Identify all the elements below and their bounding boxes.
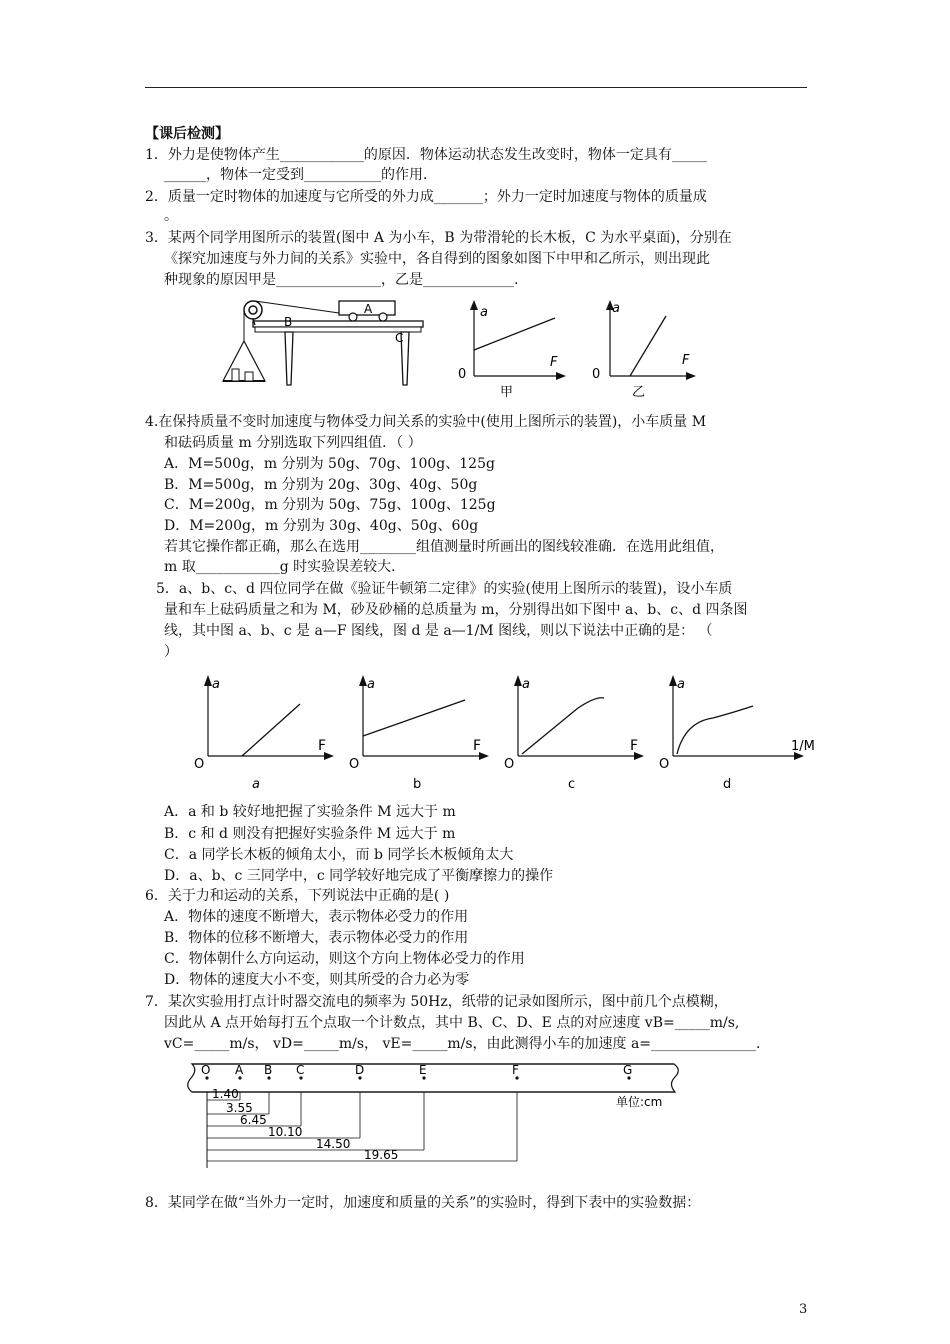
q3-line1: 3．某两个同学用图所示的装置(图中 A 为小车，B 为带滑轮的长木板，C 为水平桌面)，分别在 [145,230,732,246]
q5-graph-b [345,670,495,795]
yi-y-label: a [612,301,620,316]
q6-line1: 6．关于力和运动的关系，下列说法中正确的是( ) [145,888,450,904]
graph-d-origin: O [659,757,670,772]
q6-option-b: B．物体的位移不断增大，表示物体必受力的作用 [164,930,469,946]
unit-label: 单位:cm [616,1095,663,1109]
label-a: A [364,302,373,316]
q5-line1: 5．a、b、c、d 四位同学在做《验证牛顿第二定律》的实验(使用上图所示的装置)，设小车质 [156,581,733,597]
q2-line1: 2．质量一定时物体的加速度与它所受的外力成_______；外力一定时加速度与物体的质量成 [145,189,707,205]
graph-c-x: F [630,738,639,754]
q5-option-c: C．a 同学长木板的倾角太小，而 b 同学长木板倾角太大 [164,847,514,863]
graph-c-origin: O [504,757,515,772]
page-number: 3 [799,1302,808,1317]
graph-b-caption: b [413,777,422,792]
graph-jia [452,298,572,398]
label-b: B [284,315,293,329]
q6-option-d: D．物体的速度大小不变，则其所受的合力必为零 [164,972,470,988]
graph-a-origin: O [194,757,205,772]
q3-line2: 《探究加速度与外力间的关系》实验中，各自得到的图象如图下中甲和乙所示，则出现此 [164,251,710,267]
point-b: B [264,1063,273,1077]
q5-line4: ） [164,644,178,660]
q4-option-c: C．M=200g，m 分别为 50g、75g、100g、125g [164,497,496,513]
q3-line3: 种现象的原因甲是_______________，乙是_____________. [164,272,519,288]
graph-d-x: 1/M [791,739,815,754]
q5-option-b: B．c 和 d 则没有把握好实验条件 M 远大于 m [164,826,456,842]
point-e: E [419,1063,427,1077]
q6-option-a: A．物体的速度不断增大，表示物体必受力的作用 [164,909,469,925]
graph-a-y: a [212,677,220,692]
graph-d-y: a [677,677,685,692]
q8-line1: 8．某同学在做“当外力一定时，加速度和质量的关系”的实验时，得到下表中的实验数据： [145,1195,701,1211]
yi-x-label: F [682,353,690,368]
section-title: 【课后检测】 [145,126,229,142]
q7-line3: vC=_____m/s， vD=_____m/s， vE=_____m/s，由此测得小车的加速度 a=_______________. [164,1036,761,1052]
dist-5: 14.50 [316,1137,351,1151]
q5-option-d: D．a、b、c 三同学中，c 同学较好地完成了平衡摩擦力的操作 [164,868,554,884]
graph-b-y: a [367,677,375,692]
point-a: A [235,1063,244,1077]
q4-option-b: B．M=500g，m 分别为 20g、30g、40g、50g [164,477,478,493]
q4-line3: 若其它操作都正确，那么在选用________组值测量时所画出的图线较准确．在选用此组值， [164,539,724,555]
jia-x-label: F [550,355,558,370]
graph-b-origin: O [349,757,360,772]
q4-option-a: A．M=500g，m 分别为 50g、70g、100g、125g [164,456,495,472]
dist-2: 3.55 [226,1101,253,1115]
yi-origin: 0 [592,367,601,382]
point-f: F [512,1063,519,1077]
graph-c-y: a [522,677,530,692]
point-c: C [296,1063,305,1077]
q4-line2: 和砝码质量 m 分别选取下列四组值．（ ） [164,435,422,451]
jia-caption: 甲 [500,385,514,398]
label-c: C [395,331,404,345]
q1-line1: 1．外力是使物体产生____________的原因．物体运动状态发生改变时，物体一定具有_____ [145,147,707,163]
graph-b-x: F [473,738,482,754]
q5-graph-a [190,670,340,795]
yi-caption: 乙 [632,385,646,398]
graph-a-x: F [318,738,327,754]
point-g: G [623,1063,633,1077]
q6-option-c: C．物体朝什么方向运动，则这个方向上物体必受力的作用 [164,951,525,967]
q5-option-a: A．a 和 b 较好地把握了实验条件 M 远大于 m [164,804,456,820]
q5-graph-d [655,670,825,795]
dist-6: 19.65 [364,1148,399,1162]
jia-y-label: a [480,305,488,320]
jia-origin: 0 [458,367,467,382]
point-d: D [355,1063,365,1077]
q4-line4: m 取____________g 时实验误差较大． [164,559,406,575]
header-rule [145,87,807,88]
graph-c-caption: c [568,777,576,792]
dist-1: 1.40 [212,1087,239,1101]
dist-3: 6.45 [240,1113,267,1127]
q4-line1: 4.在保持质量不变时加速度与物体受力间关系的实验中(使用上图所示的装置)，小车质量 M [145,414,707,430]
q1-line2: ______，物体一定受到___________的作用． [164,167,437,183]
q2-line2: 。 [164,208,178,224]
point-o: O [201,1063,211,1077]
ticker-tape-figure [178,1060,688,1172]
graph-a-caption: a [252,777,260,792]
q5-line2: 量和车上砝码质量之和为 M，砂及砂桶的总质量为 m，分别得出如下图中 a、b、c、d 四条图 [164,602,748,618]
dist-4: 10.10 [268,1125,303,1139]
apparatus-figure [215,293,430,393]
q4-option-d: D．M=200g，m 分别为 30g、40g、50g、60g [164,518,479,534]
q7-line1: 7．某次实验用打点计时器交流电的频率为 50Hz，纸带的记录如图所示，图中前几个点模糊， [145,994,728,1010]
q5-graph-c [500,670,650,795]
graph-d-caption: d [723,777,732,792]
q7-line2: 因此从 A 点开始每打五个点取一个计数点，其中 B、C、D、E 点的对应速度 vB=_____m/s, [164,1015,740,1031]
q5-line3: 线，其中图 a、b、c 是 a—F 图线，图 d 是 a—1/M 图线，则以下说法中正确的是： （ [164,623,713,639]
graph-yi [588,298,708,398]
